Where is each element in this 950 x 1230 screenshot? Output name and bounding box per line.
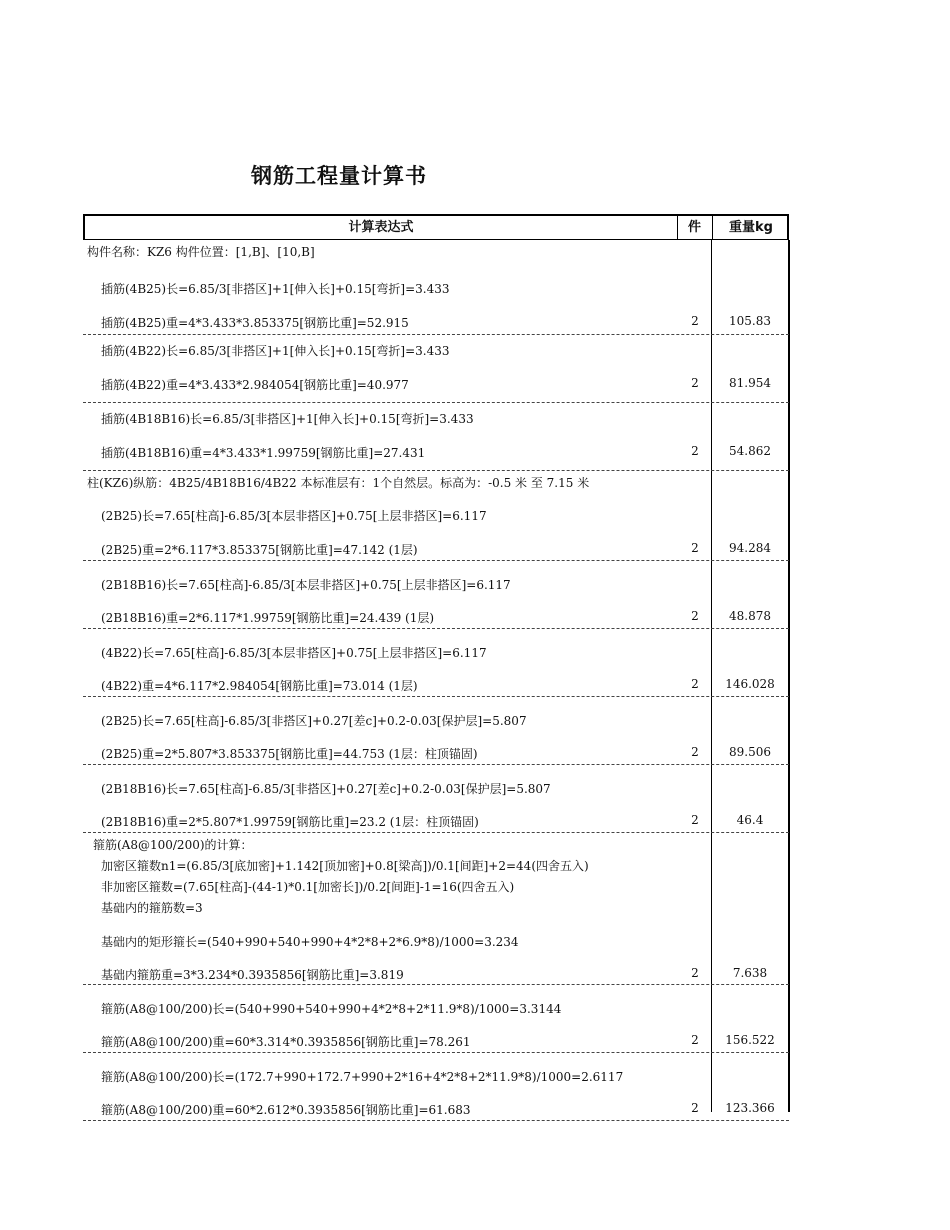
length-expr: 插筋(4B22)长=6.85/3[非搭区]+1[伸入长]+0.15[弯折]=3.433 xyxy=(101,344,450,358)
weight-expr: 插筋(4B25)重=4*3.433*3.853375[钢筋比重]=52.915 xyxy=(101,316,409,330)
page-title: 钢筋工程量计算书 xyxy=(251,164,427,188)
non-dense-count: 非加密区箍数=(7.65[柱高]-(44-1)*0.1[加密长])/0.2[间距]-1=16(四舍五入) xyxy=(101,880,515,894)
calc-block xyxy=(83,471,789,561)
weight-expr: 箍筋(A8@100/200)重=60*2.612*0.3935856[钢筋比重]=61.683 xyxy=(101,1103,471,1117)
stirrup-heading: 箍筋(A8@100/200)的计算： xyxy=(93,838,253,852)
length-expr: (2B18B16)长=7.65[柱高]-6.85/3[非搭区]+0.27[差c]+0.2-0.03[保护层]=5.807 xyxy=(101,782,551,796)
weight-expr: (2B25)重=2*6.117*3.853375[钢筋比重]=47.142 (1层) xyxy=(101,543,418,557)
weight-expr: (4B22)重=4*6.117*2.984054[钢筋比重]=73.014 (1层) xyxy=(101,679,418,693)
length-expr: (4B22)长=7.65[柱高]-6.85/3[本层非搭区]+0.75[上层非搭区]=6.117 xyxy=(101,646,487,660)
foundation-count: 基础内的箍筋数=3 xyxy=(101,901,203,915)
length-expr: 插筋(4B25)长=6.85/3[非搭区]+1[伸入长]+0.15[弯折]=3.433 xyxy=(101,282,450,296)
length-expr: 箍筋(A8@100/200)长=(172.7+990+172.7+990+2*16+4*2*8+2*11.9*8)/1000=2.6117 xyxy=(101,1070,624,1084)
calc-table xyxy=(83,214,789,1121)
length-expr: 基础内的矩形箍长=(540+990+540+990+4*2*8+2*6.9*8)/1000=3.234 xyxy=(101,935,519,949)
weight-value: 123.366 xyxy=(725,1101,775,1115)
weight-value: 94.284 xyxy=(729,541,771,555)
qty-value: 2 xyxy=(691,745,699,759)
calc-block xyxy=(83,697,789,765)
length-expr: 插筋(4B18B16)长=6.85/3[非搭区]+1[伸入长]+0.15[弯折]=3.433 xyxy=(101,412,474,426)
length-expr: 箍筋(A8@100/200)长=(540+990+540+990+4*2*8+2*11.9*8)/1000=3.3144 xyxy=(101,1002,562,1016)
length-expr: (2B18B16)长=7.65[柱高]-6.85/3[本层非搭区]+0.75[上层非搭区]=6.117 xyxy=(101,578,511,592)
weight-value: 48.878 xyxy=(729,609,771,623)
qty-value: 2 xyxy=(691,314,699,328)
calc-block xyxy=(83,1053,789,1121)
qty-value: 2 xyxy=(691,376,699,390)
weight-value: 46.4 xyxy=(736,813,764,827)
weight-value: 146.028 xyxy=(725,677,775,691)
component-info: 构件名称：KZ6 构件位置：[1,B]、[10,B] xyxy=(87,245,315,259)
column-rebar-info: 柱(KZ6)纵筋：4B25/4B18B16/4B22 本标准层有：1个自然层。标高为：-0.5 米 至 7.15 米 xyxy=(87,476,590,490)
qty-value: 2 xyxy=(691,541,699,555)
weight-expr: 箍筋(A8@100/200)重=60*3.314*0.3935856[钢筋比重]=78.261 xyxy=(101,1035,471,1049)
length-expr: (2B25)长=7.65[柱高]-6.85/3[本层非搭区]+0.75[上层非搭区]=6.117 xyxy=(101,509,487,523)
calc-block xyxy=(83,985,789,1053)
calc-block xyxy=(83,403,789,471)
weight-value: 7.638 xyxy=(732,966,768,980)
header-weight: 重量kg xyxy=(729,220,773,235)
qty-value: 2 xyxy=(691,813,699,827)
weight-expr: 插筋(4B18B16)重=4*3.433*1.99759[钢筋比重]=27.431 xyxy=(101,446,426,460)
weight-expr: 插筋(4B22)重=4*3.433*2.984054[钢筋比重]=40.977 xyxy=(101,378,409,392)
weight-value: 156.522 xyxy=(725,1033,775,1047)
calc-block xyxy=(83,629,789,697)
qty-value: 2 xyxy=(691,444,699,458)
qty-value: 2 xyxy=(691,609,699,623)
qty-value: 2 xyxy=(691,677,699,691)
weight-expr: (2B25)重=2*5.807*3.853375[钢筋比重]=44.753 (1层：柱顶锚固) xyxy=(101,747,478,761)
qty-value: 2 xyxy=(691,1033,699,1047)
qty-value: 2 xyxy=(691,1101,699,1115)
calc-block-stirrups xyxy=(83,833,789,985)
calc-block xyxy=(83,240,789,335)
weight-value: 105.83 xyxy=(729,314,771,328)
header-quantity: 件 xyxy=(677,216,713,240)
calc-block xyxy=(83,765,789,833)
table-header xyxy=(83,214,789,240)
header-expression: 计算表达式 xyxy=(85,216,678,240)
length-expr: (2B25)长=7.65[柱高]-6.85/3[非搭区]+0.27[差c]+0.2-0.03[保护层]=5.807 xyxy=(101,714,527,728)
weight-expr: 基础内箍筋重=3*3.234*0.3935856[钢筋比重]=3.819 xyxy=(101,968,404,982)
weight-expr: (2B18B16)重=2*6.117*1.99759[钢筋比重]=24.439 (1层) xyxy=(101,611,435,625)
weight-value: 81.954 xyxy=(729,376,771,390)
calc-block xyxy=(83,335,789,403)
weight-value: 89.506 xyxy=(729,745,771,759)
calc-block xyxy=(83,561,789,629)
weight-expr: (2B18B16)重=2*5.807*1.99759[钢筋比重]=23.2 (1层：柱顶锚固) xyxy=(101,815,479,829)
qty-value: 2 xyxy=(691,966,699,980)
dense-zone-count: 加密区箍数n1=(6.85/3[底加密]+1.142[顶加密]+0.8[梁高])/0.1[间距]+2=44(四舍五入) xyxy=(101,859,589,873)
weight-value: 54.862 xyxy=(729,444,771,458)
